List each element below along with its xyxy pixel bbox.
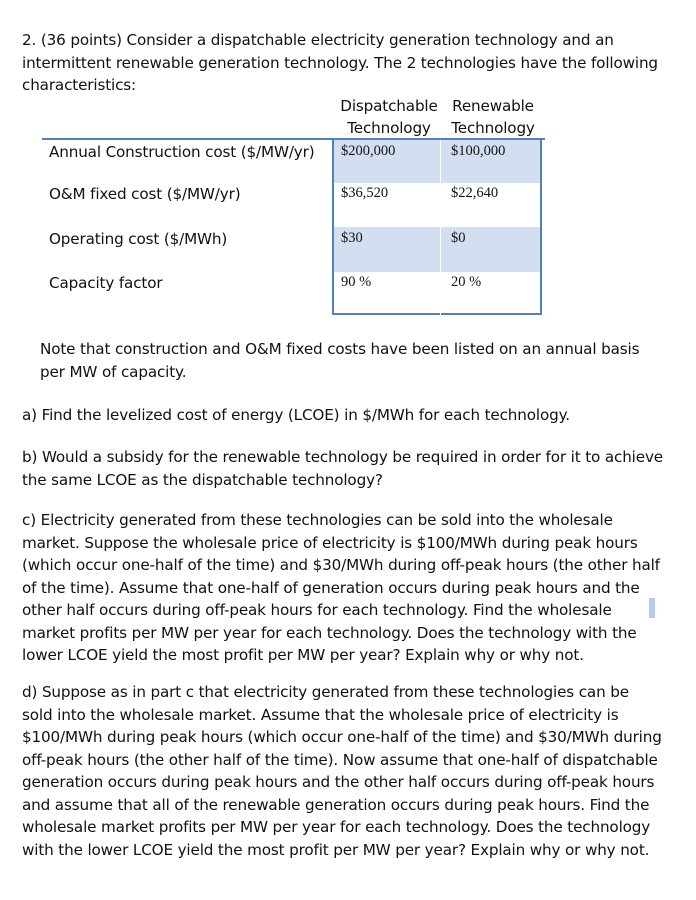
cell-dispatchable-operating-cost: $30 — [341, 230, 363, 246]
part-d: d) Suppose as in part c that electricity generated from these technologies can be sold into the wholesale market. Assume that the wholesale price of electricity is $100/MWh during peak hours (which occur one-half of the time) and $30/MWh during off-peak hours (the other half of the time). Now assume that one-half of dispatchable generation occurs during peak hours and the other half occurs during off-peak hours and assume that all of the renewable generation occurs during peak hours. Find the wholesale market profits per MW per year for each technology. Does the technology with the lower LCOE yield the most profit per MW per year? Explain why or why not. — [22, 683, 662, 859]
part-a: a) Find the levelized cost of energy (LCOE) in $/MWh for each technology. — [22, 406, 570, 424]
cell-renewable-operating-cost: $0 — [451, 230, 466, 246]
column-divider — [440, 140, 441, 315]
note-text: Note that construction and O&M fixed costs have been listed on an annual basis per MW of capacity. — [40, 340, 640, 381]
cell-dispatchable-construction-cost: $200,000 — [341, 143, 396, 159]
header-dispatchable: Dispatchable Technology — [340, 97, 438, 137]
cell-dispatchable-om-fixed-cost: $36,520 — [341, 185, 389, 201]
header-renewable: Renewable Technology — [451, 97, 535, 137]
cell-renewable-capacity-factor: 20 % — [451, 274, 482, 290]
question-intro: 2. (36 points) Consider a dispatchable electricity generation technology and an intermittent renewable generation technology. The 2 technologies have the following characteristics: — [22, 31, 658, 94]
text-selection-marker — [649, 598, 655, 618]
row-label-capacity-factor: Capacity factor — [49, 274, 163, 292]
cell-renewable-construction-cost: $100,000 — [451, 143, 506, 159]
part-c: c) Electricity generated from these technologies can be sold into the wholesale market. Suppose the wholesale price of electricity is $100/MWh during peak hours (which occur one-half of the time) and $30/MWh during off-peak hours (the other half of the time). Assume that one-half of generation occurs during peak hours and the other half occurs during off-peak hours for each technology. Find the wholesale market profits per MW per year for each technology. Does the technology with the lower LCOE yield the most profit per MW per year? Explain why or why not. — [22, 511, 660, 664]
row-label-operating-cost: Operating cost ($/MWh) — [49, 230, 228, 248]
part-b: b) Would a subsidy for the renewable technology be required in order for it to achieve the same LCOE as the dispatchable technology? — [22, 448, 663, 489]
row-label-om-fixed-cost: O&M fixed cost ($/MW/yr) — [49, 185, 241, 203]
row-label-construction-cost: Annual Construction cost ($/MW/yr) — [49, 143, 315, 161]
cell-dispatchable-capacity-factor: 90 % — [341, 274, 372, 290]
cell-renewable-om-fixed-cost: $22,640 — [451, 185, 499, 201]
